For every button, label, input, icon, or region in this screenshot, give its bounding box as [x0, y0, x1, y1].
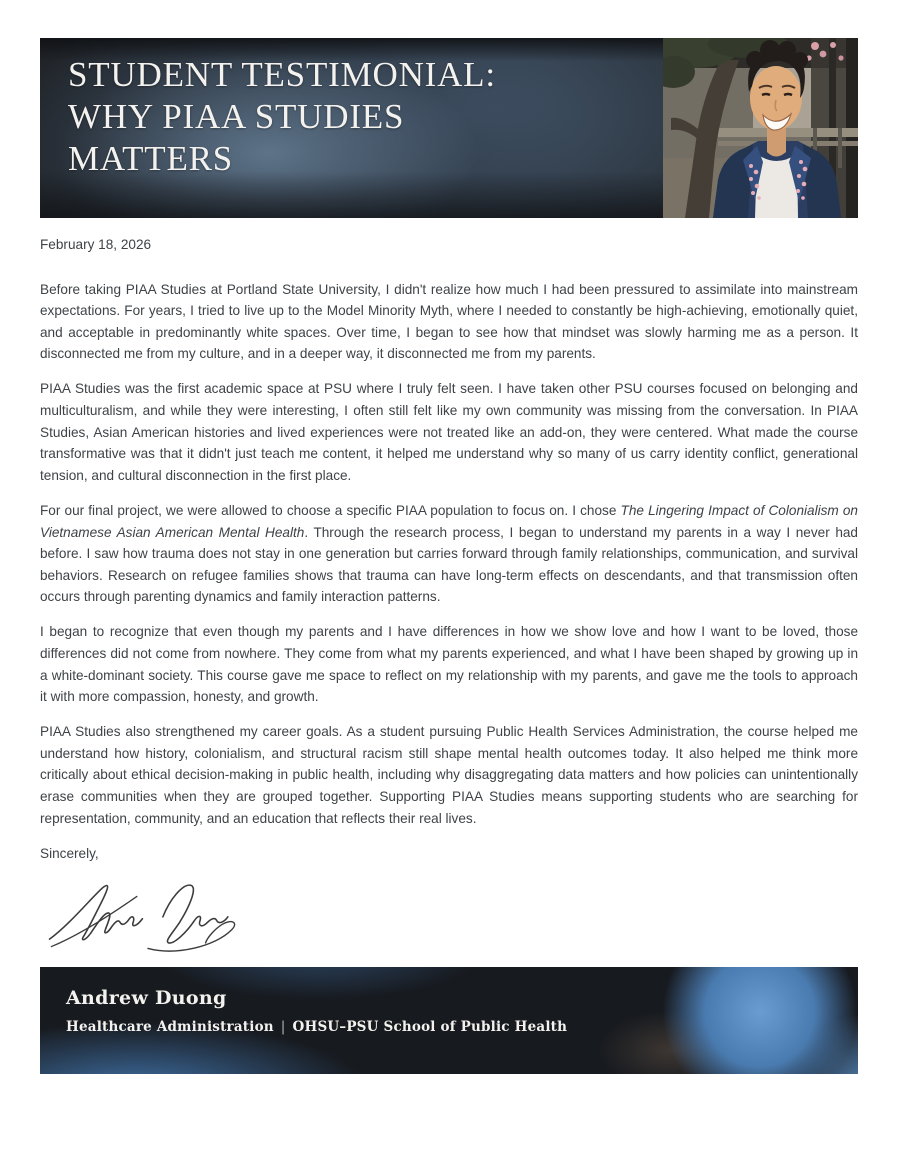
paragraph-3-text-before: For our final project, we were allowed to choose a specific PIAA population to focus on. I chose: [40, 502, 621, 518]
letter-paragraph-2: PIAA Studies was the first academic space at PSU where I truly felt seen. I have taken other PSU courses focused on belonging and multiculturalism, and while they were interesting, I often still felt like my own community was missing from the conversation. In PIAA Studies, Asian American histories and lived experiences were not treated like an add-on, they were centered. What made the course transformative was that it didn't just teach me content, it helped me understand why so many of us carry identity conflict, generational tension, and cultural disconnection in the first place.: [40, 381, 858, 483]
letter-paragraph-3: [40, 500, 858, 608]
letter-closing: Sincerely,: [40, 845, 99, 861]
student-credentials: [66, 1019, 567, 1035]
credentials-separator: |: [280, 1019, 286, 1035]
page-title-line-2: WHY PIAA STUDIES: [68, 97, 405, 136]
footer-banner: [40, 967, 858, 1074]
student-name: Andrew Duong: [66, 987, 227, 1009]
letter-paragraph-1: Before taking PIAA Studies at Portland State University, I didn't realize how much I had been pressured to assimilate into mainstream expectations. For years, I tried to live up to the Model Minority Myth, where I needed to constantly be high-achieving, emotionally quiet, and acceptable in predominantly white spaces. Over time, I began to see how that mindset was slowly harming me as a person. It disconnected me from my culture, and in a deeper way, it disconnected me from my parents.: [40, 281, 858, 362]
paragraph-3-text-after: . Through the research process, I began to understand my parents in a way I never had before. I saw how trauma does not stay in one generation but carries forward through family relationships, communication, and survival behaviors. Research on refugee families shows that trauma can have long-term effects on descendants, and that transmission often occurs through parenting dynamics and family interaction patterns.: [40, 524, 858, 605]
handwritten-signature: [42, 876, 254, 954]
page-title-line-1: STUDENT TESTIMONIAL:: [68, 55, 496, 94]
page-title-line-3: MATTERS: [68, 139, 234, 178]
letter-body: [40, 234, 858, 954]
program-name: Healthcare Administration: [66, 1019, 274, 1035]
school-name: OHSU–PSU School of Public Health: [292, 1019, 568, 1035]
letter-paragraph-4: I began to recognize that even though my parents and I have differences in how we show love and how I want to be loved, those differences did not come from nowhere. They come from what my parents experienced, and what I have been shaped by growing up in a white-dominant society. This course gave me space to reflect on my relationship with my parents, and gave me the tools to approach it with more compassion, honesty, and growth.: [40, 624, 858, 705]
header-banner: [40, 38, 858, 218]
student-portrait-photo: [663, 38, 858, 218]
letter-paragraph-5: PIAA Studies also strengthened my career goals. As a student pursuing Public Health Services Administration, the course helped me understand how history, colonialism, and structural racism still shape mental health outcomes today. It also helped me think more critically about ethical decision-making in public health, including why disaggregating data matters and how policies can unintentionally erase communities when they are grouped together. Supporting PIAA Studies means supporting students who are searching for representation, community, and an education that reflects their real lives.: [40, 724, 858, 826]
project-title-italic: The Lingering Impact of Colonialism on Vietnamese Asian American Mental Health: [40, 502, 858, 540]
letter-date: February 18, 2026: [40, 237, 152, 252]
page-title: [68, 54, 496, 180]
